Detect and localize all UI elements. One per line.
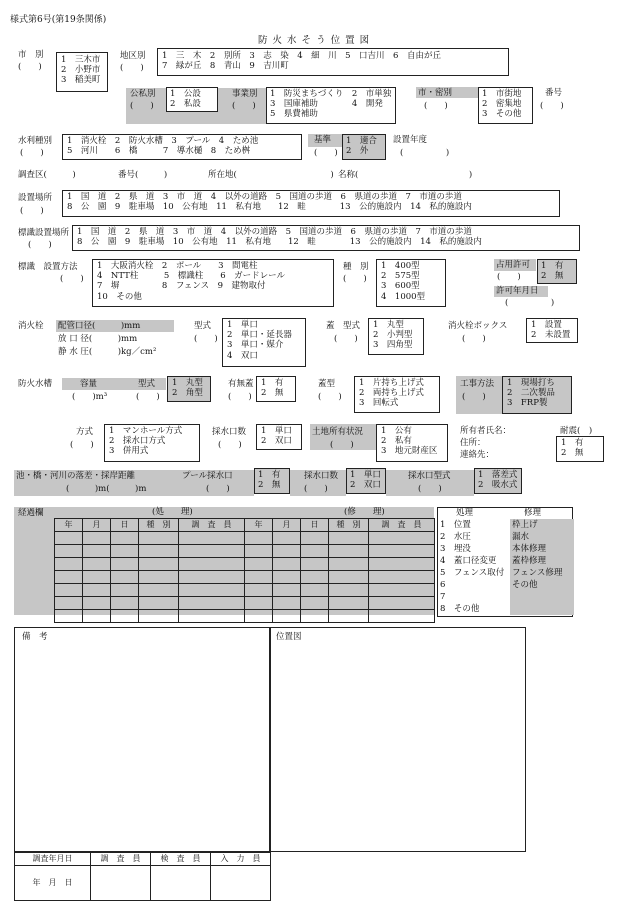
legend-process-item: 1 位置 [440,520,471,530]
tank-work-option: 1 現場打ち [507,378,555,388]
survey-location: 所在地( ) [208,170,334,180]
occupancy-options [537,259,577,284]
table-row[interactable] [55,558,435,571]
remarks-label: 備 考 [22,632,48,642]
footer-header-row [15,853,271,866]
tank-work-options [502,376,572,414]
method-label: 方式 [76,427,94,437]
pool-count-options [346,468,386,494]
sign-method-options [92,259,334,307]
tank-work-option: 3 FRP製 [507,398,548,409]
quake-option: 1 有 [561,438,584,448]
hydrant-lid-option: 3 四角型 [373,340,413,351]
hydrant-box-option: 1 設置 [531,320,562,330]
sign-method-paren: ( ) [60,274,84,284]
occupancy-option: 1 有 [541,261,564,271]
intake-count-label: 採水口数 [212,427,247,437]
tank-form-option: 1 丸型 [172,378,203,388]
tank-lidtype-option: 2 両持ち上げ式 [359,388,424,399]
hydrant-type-options [222,318,306,367]
density-option: 1 市街地 [482,89,522,99]
sign-kind-options [376,259,446,307]
sign-place-line: 1 国 道 2 県 道 3 市 道 4 以外の道路 5 国道の歩道 6 県道の歩道 7 市道の歩道 [77,227,472,237]
pool-paren: ( )m( )m [66,484,147,494]
density-paren: ( ) [424,101,448,111]
table-row[interactable] [55,584,435,597]
sign-kind-paren: ( ) [343,274,367,284]
hydrant-lid-label: 蓋 型式 [326,321,361,331]
quake-options [556,436,604,462]
tank-lidtype-option: 1 片持ち上げ式 [359,378,424,388]
tank-work-option: 2 二次製品 [507,388,555,399]
place-line: 1 国 道 2 県 道 3 市 道 4 以外の道路 5 国道の歩道 6 県道の歩道 7 市道の歩道 [67,192,462,202]
water-options [62,134,302,160]
table-row[interactable] [55,545,435,558]
hydrant-lid-paren: ( ) [334,334,358,344]
survey-number: 番号( ) [118,170,168,180]
tank-form-label: 型式 [138,379,156,389]
footer-col-header: 検 査 員 [151,853,211,866]
hydrant-type-paren: ( ) [194,334,218,344]
tank-label: 防火水槽 [18,379,53,389]
density-options [478,87,533,124]
sign-method-line: 4 NTT柱 5 標識柱 6 ガードレール [97,271,285,282]
col-header: 月 [83,519,111,532]
hydrant-box-label: 消火栓ボックス [448,321,508,331]
tank-work-label: 工事方法 [460,379,495,389]
tank-cover-paren: ( ) [228,392,252,402]
legend-process-item: 3 埋没 [440,544,471,554]
intake-count-option: 2 双口 [261,436,292,447]
sign-kind-option: 3 600型 [381,281,420,292]
ownership-paren: ( ) [130,101,154,111]
table-row[interactable] [55,597,435,610]
tank-cover-option: 2 無 [261,388,284,399]
standard-label: 基準 [314,135,332,145]
owner-address: 住所： [460,438,486,448]
hydrant-type-option: 1 単口 [227,320,258,330]
sign-kind-label: 種 別 [343,262,369,272]
surveyor-cell[interactable] [91,866,151,901]
hydrant-nozzle: 放 口 径( )mm [58,334,138,344]
sign-kind-option: 2 575型 [381,271,420,282]
tank-capacity-label: 容量 [80,379,98,389]
hydrant-box-paren: ( ) [462,334,486,344]
legend-repair-item: 蓋枠修理 [512,556,547,566]
pool-shade-gap [240,470,254,496]
hydrant-box-options [526,318,578,343]
pool-count-option: 1 単口 [350,470,381,480]
hydrant-type-option: 3 単口・媒介 [227,340,284,351]
hydrant-box-option: 2 未設置 [531,330,571,341]
number-label: 番号 [545,88,563,98]
standard-options [342,134,386,160]
history-process-label: (処 理) [152,507,193,517]
tank-cover-options [256,376,296,402]
water-line: 1 消火栓 2 防火水槽 3 プール 4 ため池 [67,136,259,146]
ownership-option: 1 公設 [170,89,201,99]
col-header: 種 別 [139,519,179,532]
history-table [54,518,435,623]
method-option: 1 マンホール方式 [109,426,183,436]
hydrant-type-label: 型式 [194,321,212,331]
inspector-cell[interactable] [151,866,211,901]
land-paren: ( ) [330,440,354,450]
hydrant-lid-option: 2 小判型 [373,330,413,341]
sign-method-line: 1 大阪消火栓 2 ポール 3 間電柱 [97,261,258,271]
survey-row [18,170,472,180]
col-header: 調 査 員 [369,519,435,532]
table-row[interactable] [55,610,435,623]
footer-col-header: 調査年月日 [15,853,91,866]
intake-count-options [256,424,302,450]
land-options [376,424,448,462]
pool-count-paren: ( ) [304,484,328,494]
pool-intake-paren: ( ) [206,484,230,494]
occupancy-paren: ( ) [497,272,521,282]
sign-place-paren: ( ) [28,240,52,250]
col-header: 調 査 員 [179,519,245,532]
sign-method-line: 10 その他 [97,291,142,302]
method-paren: ( ) [70,440,94,450]
land-option: 3 地元財産区 [381,446,438,457]
occupancy-label: 占用許可 [496,260,531,270]
number-paren: ( ) [540,101,564,111]
land-option: 2 私有 [381,436,412,447]
method-option: 3 併用式 [109,446,149,457]
sign-kind-option: 1 400型 [381,261,420,271]
form-number: 様式第6号(第19条関係) [10,15,107,25]
place-paren: ( ) [20,206,44,216]
owner-contact: 連絡先： [460,450,495,460]
permit-date-paren: ( ) [505,298,555,308]
install-year-paren: ( ) [400,148,450,158]
remarks-box[interactable] [14,627,270,852]
sign-method-label: 標識 設置方法 [18,262,78,272]
city-label: 市 別 [18,50,44,60]
city-option: 3 稲美町 [61,75,101,86]
legend-repair-item: 本体修理 [512,544,547,554]
pool-type-option: 1 落差式 [478,470,518,480]
district-options [157,48,509,76]
ownership-option: 2 私設 [170,99,201,110]
project-label: 事業別 [232,89,258,99]
density-option: 2 密集地 [482,99,522,110]
place-label: 設置場所 [18,193,53,203]
legend-process-item: 2 水圧 [440,532,471,542]
project-paren: ( ) [232,101,256,111]
sign-place-line: 8 公 園 9 駐車場 10 公有地 11 私有地 12 畦 13 公的施設内 14 私的施設内 [77,237,482,248]
footer-col-header: 入 力 員 [211,853,271,866]
sign-place-options [72,225,580,251]
sign-method-line: 7 塀 8 フェンス 9 建物取付 [97,281,266,292]
history-header-row [55,519,435,532]
footer-table [14,852,271,901]
pool-intake-label: プール採水口 [182,471,233,481]
intake-count-paren: ( ) [218,440,242,450]
district-paren: ( ) [120,63,144,73]
tank-work-paren: ( ) [462,392,486,402]
hydrant-lid-options [368,318,424,355]
footer-col-header: 調 査 員 [91,853,151,866]
project-option: 1 防災まちづくり 2 市単独 [270,89,392,99]
method-option: 2 採水口方式 [109,436,166,447]
district-label: 地区別 [120,51,146,61]
table-row[interactable] [55,571,435,584]
hydrant-pipe: 配管口径( )mm [58,321,141,331]
water-paren: ( ) [20,148,44,158]
owner-name: 所有者氏名： [460,426,512,436]
sign-place-label: 標識設置場所 [18,228,70,238]
city-paren: ( ) [18,62,42,72]
sign-kind-option: 4 1000型 [381,291,426,302]
quake-option: 2 無 [561,448,584,459]
pool-label: 池・橋・河川の落差・採岸距離 [16,471,136,481]
legend-process-item: 6 [440,580,446,590]
pool-type-label: 採水口型式 [408,471,451,481]
city-option: 1 三木市 [61,55,101,65]
history-repair-label: (修 理) [344,507,385,517]
place-options [62,190,560,217]
standard-option: 2 外 [346,146,369,157]
project-options [266,87,396,124]
tank-form-paren: ( ) [136,392,160,402]
pool-intake-option: 1 有 [258,470,281,480]
legend-repair-list [510,519,574,615]
tank-cover-label: 有無蓋 [228,379,254,389]
legend-repair-item: 漏水 [512,532,530,542]
tank-lidtype-options [354,376,440,413]
legend-repair-label: 修理 [524,508,542,518]
occupancy-option: 2 無 [541,271,564,282]
intake-count-option: 1 単口 [261,426,292,436]
hydrant-pressure: 静 水 圧( )kg／cm² [58,347,157,357]
tank-lidtype-label: 蓋型 [318,379,336,389]
table-row[interactable] [55,532,435,545]
pool-count-option: 2 双口 [350,480,381,491]
hydrant-label: 消火栓 [18,321,44,331]
legend-process-list [440,519,504,615]
col-header: 種 別 [329,519,369,532]
location-map-box[interactable] [270,627,526,852]
page-title: 防 火 水 そ う 位 置 図 [258,35,371,46]
tank-lidtype-paren: ( ) [318,392,342,402]
standard-option: 1 適合 [346,136,377,146]
pool-intake-option: 2 無 [258,480,281,491]
col-header: 日 [111,519,139,532]
hydrant-lid-option: 1 丸型 [373,320,404,330]
tank-form-option: 2 角型 [172,388,203,399]
legend-process-label: 処理 [456,508,474,518]
hydrant-type-option: 4 双口 [227,350,258,361]
legend-repair-item: フェンス修理 [512,568,563,578]
ownership-label: 公私別 [130,89,156,99]
footer-row[interactable] [15,866,271,901]
input-operator-cell[interactable] [211,866,271,901]
survey-name: 名称( ) [338,170,473,180]
permit-date-label: 許可年月日 [496,286,539,296]
district-line: 1 三 木 2 別所 3 志 染 4 細 川 5 口吉川 6 自由が丘 [162,51,441,61]
legend-process-item: 7 [440,592,446,602]
col-header: 年 [55,519,83,532]
pool-type-paren: ( ) [418,484,442,494]
location-map-label: 位置図 [276,632,302,642]
tank-form-options [167,376,211,402]
tank-cover-option: 1 有 [261,378,284,388]
water-label: 水利種別 [18,136,53,146]
pool-type-option: 2 吸水式 [478,480,518,491]
col-header: 月 [273,519,301,532]
history-label: 経過欄 [18,508,44,518]
survey-date-cell[interactable]: 年 月 日 [15,866,91,901]
district-line: 7 緑が丘 8 青山 9 吉川町 [162,61,289,72]
legend-repair-item: その他 [512,580,538,590]
hydrant-type-option: 2 単口・延長器 [227,330,292,341]
project-option: 3 国庫補助 4 開発 [270,99,383,110]
land-option: 1 公有 [381,426,412,436]
legend-process-item: 4 蓋口径変更 [440,556,497,566]
legend-repair-item: 枠上げ [512,520,538,530]
col-header: 日 [301,519,329,532]
quake-label: 耐震( ) [560,426,593,436]
method-options [104,424,200,462]
install-year-label: 設置年度 [393,135,428,145]
legend-process-item: 5 フェンス取付 [440,568,505,578]
ownership-options [166,87,218,112]
city-option: 2 小野市 [61,65,101,76]
water-line: 5 河川 6 橋 7 導水樋 8 ため桝 [67,146,251,157]
pool-intake-options [254,468,290,494]
city-options [56,52,108,92]
tank-capacity-paren: ( )m³ [72,392,108,402]
pool-count-label: 採水口数 [304,471,339,481]
col-header: 年 [245,519,273,532]
project-option: 5 県費補助 [270,109,318,120]
pool-type-options [474,468,522,494]
tank-lidtype-option: 3 回転式 [359,398,399,409]
place-line: 8 公 園 9 駐車場 10 公有地 11 私有地 12 畦 13 公的施設内 14 私的施設内 [67,202,472,213]
land-label: 土地所有状況 [312,427,364,437]
density-option: 3 その他 [482,109,522,120]
legend-process-item: 8 その他 [440,604,480,614]
survey-area: 調査区( ) [18,170,76,180]
standard-paren: ( ) [314,148,338,158]
density-label: 市・密別 [418,88,453,98]
